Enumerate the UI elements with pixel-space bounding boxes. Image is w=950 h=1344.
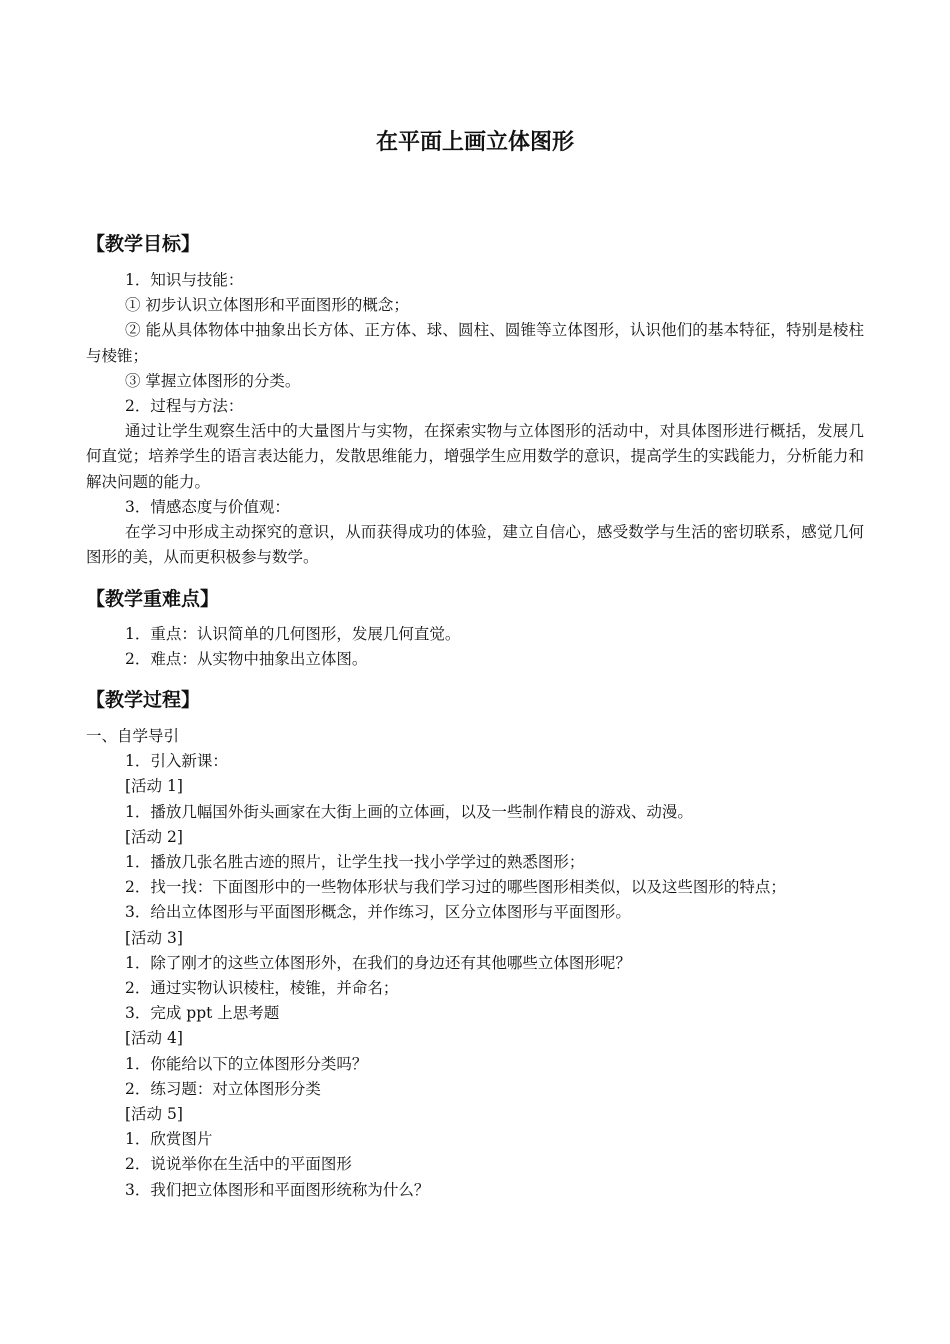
text-line: ① 初步认识立体图形和平面图形的概念； (125, 296, 409, 315)
text-line: 3．我们把立体图形和平面图形统称为什么？ (125, 1180, 430, 1199)
text-line: 2．难点：从实物中抽象出立体图。 (125, 650, 368, 669)
text-line: 2．过程与方法： (125, 397, 244, 416)
section-heading-key-points: 【教学重难点】 (86, 588, 220, 610)
text-line: ③ 掌握立体图形的分类。 (125, 371, 301, 390)
text-line: 3．情感态度与价值观： (125, 497, 290, 516)
text-line: 1．知识与技能： (125, 271, 244, 289)
activity-label: [活动 1] (125, 777, 183, 796)
text-line: 1．播放几幅国外街头画家在大街上画的立体画，以及一些制作精良的游戏、动漫。 (125, 802, 693, 821)
text-line: 3．给出立体图形与平面图形概念，并作练习，区分立体图形与平面图形。 (125, 903, 631, 922)
text-line: 2．练习题：对立体图形分类 (125, 1079, 321, 1098)
text-line: 1．引入新课： (125, 752, 228, 771)
text-paragraph: 在学习中形成主动探究的意识，从而获得成功的体验，建立自信心，感受数学与生活的密切联系，感觉几何图形的美，从而更积极参与数学。 (86, 523, 864, 567)
activity-label: [活动 5] (125, 1105, 183, 1124)
process-block (86, 724, 864, 1203)
text-line: 2．通过实物认识棱柱，棱锥，并命名； (125, 979, 399, 998)
text-line: 1．除了刚才的这些立体图形外，在我们的身边还有其他哪些立体图形呢？ (125, 953, 631, 972)
text-paragraph: ② 能从具体物体中抽象出长方体、正方体、球、圆柱、圆锥等立体图形，认识他们的基本特征，特别是棱柱与棱锥； (86, 321, 864, 365)
text-line: 1．欣赏图片 (125, 1130, 213, 1149)
activity-label: [活动 3] (125, 928, 183, 947)
page-title: 在平面上画立体图形 (375, 130, 574, 155)
activity-label: [活动 4] (125, 1029, 183, 1048)
key-points-block (86, 622, 864, 672)
text-line: 1．重点：认识简单的几何图形，发展几何直觉。 (125, 625, 461, 643)
activity-label: [活动 2] (125, 827, 183, 846)
text-line: 3．完成 ppt 上思考题 (125, 1004, 280, 1023)
text-line: 2．说说举你在生活中的平面图形 (125, 1155, 352, 1174)
text-line: 1．播放几张名胜古迹的照片，让学生找一找小学学过的熟悉图形； (125, 853, 585, 872)
text-line: 一、自学导引 (86, 727, 180, 745)
section-heading-process: 【教学过程】 (86, 689, 201, 711)
text-paragraph: 2．找一找：下面图形中的一些物体形状与我们学习过的哪些图形相类似，以及这些图形的特点； (125, 878, 786, 897)
section-heading-objectives: 【教学目标】 (86, 233, 201, 255)
objectives-block (86, 268, 864, 570)
text-paragraph: 通过让学生观察生活中的大量图片与实物，在探索实物与立体图形的活动中，对具体图形进行概括，发展几何直觉；培养学生的语言表达能力，发散思维能力，增强学生应用数学的意识，提高学生的实践能力，分析能力和解决问题的能力。 (86, 422, 864, 491)
text-line: 1．你能给以下的立体图形分类吗？ (125, 1054, 368, 1073)
